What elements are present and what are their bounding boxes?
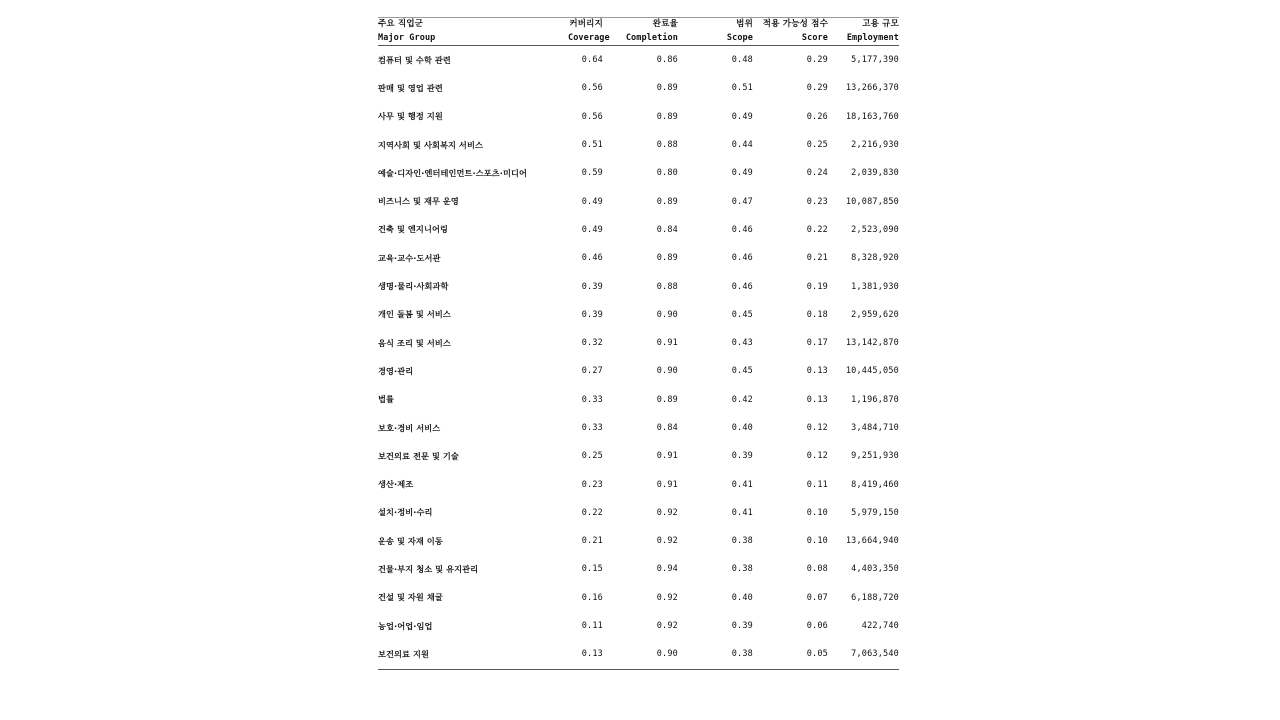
cell-scope: 0.39 — [731, 621, 753, 632]
cell-score: 0.10 — [806, 536, 828, 547]
table-row — [378, 329, 899, 357]
cell-completion: 0.92 — [656, 507, 678, 518]
table-row — [378, 386, 899, 414]
table-row — [378, 470, 899, 498]
cell-score: 0.21 — [806, 253, 828, 264]
major-group-table — [378, 17, 899, 670]
column-header-major-group — [378, 18, 568, 46]
cell-score: 0.10 — [806, 507, 828, 518]
table-row — [378, 357, 899, 385]
cell-label: 보호·경비 서비스 — [378, 422, 441, 433]
cell-employment: 10,087,850 — [845, 196, 899, 207]
cell-completion: 0.91 — [656, 479, 678, 490]
cell-label: 건축 및 엔지니어링 — [378, 224, 448, 235]
cell-completion: 0.89 — [656, 196, 678, 207]
table-row — [378, 499, 899, 527]
cell-employment: 18,163,760 — [845, 111, 899, 122]
cell-coverage: 0.56 — [581, 83, 603, 94]
table-row — [378, 640, 899, 669]
cell-scope: 0.38 — [731, 536, 753, 547]
cell-employment: 7,063,540 — [828, 640, 899, 669]
column-header-scope-ko: 범위 — [736, 19, 753, 29]
cell-completion: 0.94 — [656, 564, 678, 575]
cell-label: 예술·디자인·엔터테인먼트·스포츠·미디어 — [378, 167, 527, 178]
cell-scope: 0.39 — [731, 451, 753, 462]
cell-scope: 0.41 — [731, 507, 753, 518]
cell-score: 0.19 — [806, 281, 828, 292]
cell-score: 0.26 — [806, 111, 828, 122]
column-header-major-group-en: Major Group — [378, 32, 436, 43]
cell-score: 0.08 — [806, 564, 828, 575]
cell-completion: 0.89 — [656, 253, 678, 264]
cell-coverage: 0.51 — [581, 140, 603, 151]
cell-completion: 0.80 — [656, 168, 678, 179]
cell-coverage: 0.46 — [581, 253, 603, 264]
cell-scope: 0.49 — [731, 111, 753, 122]
cell-coverage: 0.23 — [581, 479, 603, 490]
cell-scope: 0.44 — [731, 140, 753, 151]
cell-label: 운송 및 자재 이동 — [378, 535, 443, 546]
cell-label: 생산·제조 — [378, 479, 414, 490]
cell-coverage: 0.56 — [581, 111, 603, 122]
cell-completion: 0.90 — [603, 640, 678, 669]
cell-label: 비즈니스 및 재무 운영 — [378, 196, 459, 207]
cell-scope: 0.40 — [731, 423, 753, 433]
cell-label: 컴퓨터 및 수학 관련 — [378, 54, 451, 65]
column-header-completion-ko: 완료율 — [652, 19, 678, 29]
cell-completion: 0.84 — [656, 224, 678, 235]
cell-completion: 0.89 — [656, 394, 678, 405]
table-row — [378, 527, 899, 555]
cell-employment: 13,266,370 — [845, 83, 899, 94]
cell-employment: 2,523,090 — [851, 224, 899, 235]
cell-completion: 0.89 — [656, 111, 678, 122]
table-row — [378, 187, 899, 215]
cell-label: 보건의료 전문 및 기술 — [378, 450, 459, 461]
table-row — [378, 414, 899, 442]
cell-score: 0.11 — [806, 479, 828, 490]
cell-scope: 0.43 — [731, 338, 753, 349]
cell-coverage: 0.64 — [581, 55, 603, 66]
cell-label: 지역사회 및 사회복지 서비스 — [378, 139, 483, 150]
cell-coverage: 0.15 — [581, 564, 603, 575]
cell-employment: 6,188,720 — [851, 592, 899, 603]
cell-coverage: 0.21 — [581, 536, 603, 547]
column-header-coverage-en: Coverage — [568, 32, 610, 43]
cell-scope: 0.45 — [731, 309, 753, 320]
cell-completion: 0.92 — [656, 592, 678, 603]
cell-completion: 0.88 — [656, 281, 678, 292]
table-row — [378, 216, 899, 244]
cell-completion: 0.88 — [656, 140, 678, 151]
cell-employment: 8,419,460 — [851, 479, 899, 490]
table-header — [378, 18, 899, 46]
column-header-scope-en: Scope — [726, 32, 753, 43]
table-row — [378, 74, 899, 102]
column-header-score — [753, 18, 828, 46]
cell-label: 보건의료 지원 — [378, 640, 568, 669]
column-header-employment-en: Employment — [846, 32, 899, 43]
cell-label: 개인 돌봄 및 서비스 — [378, 309, 451, 320]
cell-coverage: 0.49 — [581, 196, 603, 207]
cell-coverage: 0.13 — [568, 640, 603, 669]
cell-employment: 3,484,710 — [851, 423, 899, 433]
cell-employment: 5,177,390 — [851, 55, 899, 66]
cell-completion: 0.86 — [656, 55, 678, 66]
table-container — [378, 17, 899, 670]
cell-scope: 0.51 — [731, 83, 753, 94]
cell-score: 0.05 — [753, 640, 828, 669]
cell-label: 건물·부지 청소 및 유지관리 — [378, 563, 479, 574]
cell-scope: 0.46 — [731, 224, 753, 235]
cell-coverage: 0.39 — [581, 281, 603, 292]
cell-score: 0.12 — [806, 423, 828, 433]
cell-scope: 0.46 — [731, 281, 753, 292]
cell-completion: 0.89 — [656, 83, 678, 94]
column-header-major-group-ko: 주요 직업군 — [378, 19, 424, 29]
cell-coverage: 0.27 — [581, 366, 603, 377]
cell-score: 0.24 — [806, 168, 828, 179]
cell-scope: 0.40 — [731, 592, 753, 603]
cell-coverage: 0.25 — [581, 451, 603, 462]
cell-employment: 9,251,930 — [851, 451, 899, 462]
column-header-score-ko: 적용 가능성 점수 — [762, 19, 828, 29]
table-row — [378, 244, 899, 272]
cell-score: 0.17 — [806, 338, 828, 349]
cell-scope: 0.49 — [731, 168, 753, 179]
cell-completion: 0.91 — [656, 451, 678, 462]
column-header-coverage — [568, 18, 610, 46]
cell-score: 0.13 — [806, 366, 828, 377]
cell-employment: 1,196,870 — [851, 394, 899, 405]
cell-label: 생명·물리·사회과학 — [378, 281, 449, 292]
column-header-scope — [678, 18, 753, 46]
cell-label: 음식 조리 및 서비스 — [378, 337, 451, 348]
table-row — [378, 442, 899, 470]
cell-employment: 4,403,350 — [851, 564, 899, 575]
cell-coverage: 0.32 — [581, 338, 603, 349]
cell-score: 0.12 — [806, 451, 828, 462]
table-row — [378, 159, 899, 187]
cell-employment: 13,142,870 — [845, 338, 899, 349]
cell-score: 0.29 — [806, 55, 828, 66]
cell-completion: 0.91 — [656, 338, 678, 349]
cell-employment: 10,445,050 — [845, 366, 899, 377]
cell-label: 판매 및 영업 관련 — [378, 82, 443, 93]
cell-label: 경영·관리 — [378, 365, 414, 376]
cell-scope: 0.48 — [731, 55, 753, 66]
cell-employment: 2,959,620 — [851, 309, 899, 320]
cell-coverage: 0.11 — [581, 621, 603, 632]
cell-scope: 0.42 — [731, 394, 753, 405]
table-row — [378, 272, 899, 300]
cell-label: 농업·어업·임업 — [378, 620, 433, 631]
cell-score: 0.29 — [806, 83, 828, 94]
table-row — [378, 301, 899, 329]
table-row — [378, 131, 899, 159]
cell-label: 설치·정비·수리 — [378, 507, 433, 518]
cell-score: 0.22 — [806, 224, 828, 235]
cell-label: 건설 및 자원 채굴 — [378, 592, 443, 603]
cell-coverage: 0.33 — [581, 423, 603, 433]
cell-score: 0.07 — [806, 592, 828, 603]
cell-completion: 0.90 — [656, 309, 678, 320]
cell-score: 0.18 — [806, 309, 828, 320]
cell-coverage: 0.33 — [581, 394, 603, 405]
table-body — [378, 46, 899, 670]
cell-coverage: 0.22 — [581, 507, 603, 518]
column-header-completion-en: Completion — [625, 32, 678, 43]
cell-employment: 13,664,940 — [845, 536, 899, 547]
cell-scope: 0.38 — [731, 564, 753, 575]
column-header-coverage-ko: 커버리지 — [569, 19, 603, 29]
cell-score: 0.06 — [806, 621, 828, 632]
table-row — [378, 555, 899, 583]
cell-score: 0.23 — [806, 196, 828, 207]
cell-scope: 0.47 — [731, 196, 753, 207]
cell-scope: 0.46 — [731, 253, 753, 264]
cell-label: 교육·교수·도서관 — [378, 252, 441, 263]
table-row — [378, 103, 899, 131]
cell-scope: 0.38 — [678, 640, 753, 669]
column-header-score-en: Score — [801, 32, 828, 43]
table-row — [378, 612, 899, 640]
cell-completion: 0.92 — [656, 621, 678, 632]
cell-completion: 0.84 — [656, 423, 678, 433]
cell-scope: 0.45 — [731, 366, 753, 377]
cell-employment: 8,328,920 — [851, 253, 899, 264]
cell-employment: 1,381,930 — [851, 281, 899, 292]
cell-coverage: 0.59 — [581, 168, 603, 179]
cell-score: 0.13 — [806, 394, 828, 405]
column-header-completion — [603, 18, 678, 46]
column-header-employment — [828, 18, 899, 46]
column-header-employment-ko: 고용 규모 — [862, 19, 899, 29]
cell-score: 0.25 — [806, 140, 828, 151]
cell-label: 사무 및 행정 지원 — [378, 111, 443, 122]
cell-employment: 2,039,830 — [851, 168, 899, 179]
cell-employment: 5,979,150 — [851, 507, 899, 518]
cell-coverage: 0.39 — [581, 309, 603, 320]
cell-scope: 0.41 — [731, 479, 753, 490]
table-row — [378, 46, 899, 75]
cell-label: 법률 — [378, 394, 395, 405]
table-row — [378, 584, 899, 612]
cell-completion: 0.92 — [656, 536, 678, 547]
cell-completion: 0.90 — [656, 366, 678, 377]
cell-coverage: 0.16 — [581, 592, 603, 603]
cell-coverage: 0.49 — [581, 224, 603, 235]
table-header-row — [378, 18, 899, 46]
cell-employment: 2,216,930 — [851, 140, 899, 151]
cell-employment: 422,740 — [861, 621, 899, 632]
